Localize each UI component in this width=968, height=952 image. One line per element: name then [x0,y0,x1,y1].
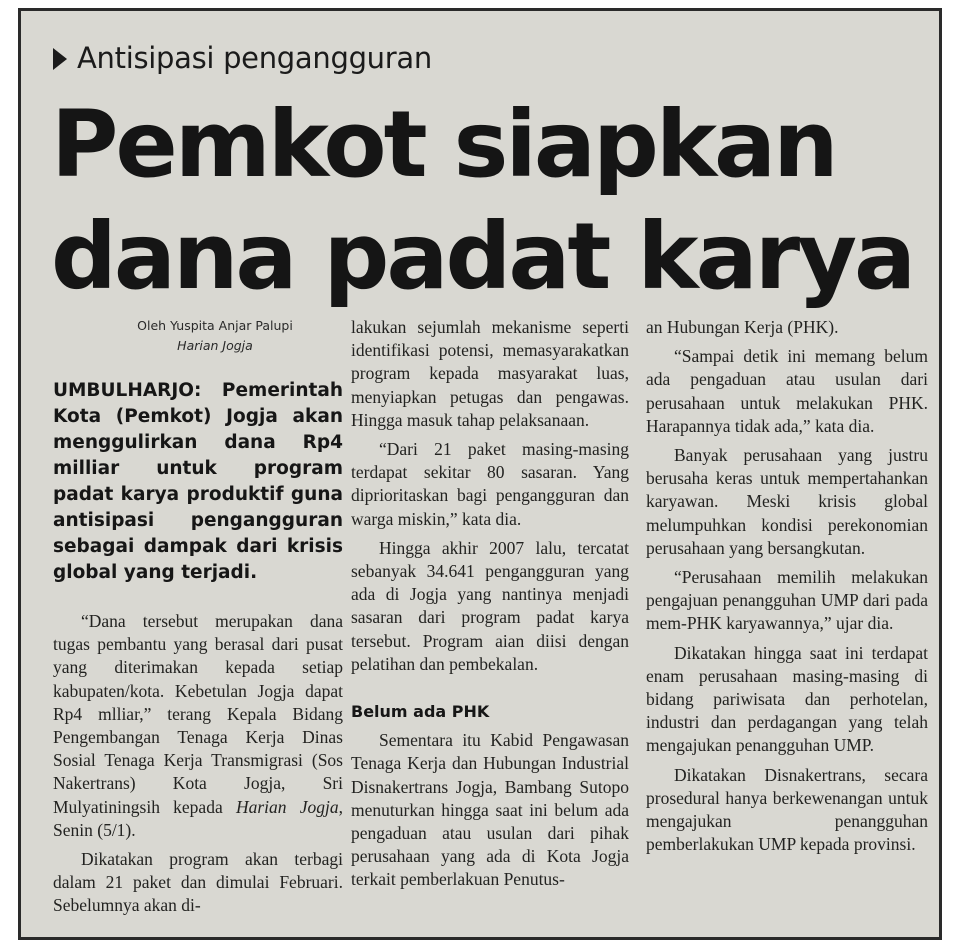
byline-publication: Harian Jogja [177,338,253,353]
paragraph: “Sampai detik ini memang belum ada pengaduan atau usulan dari perusahaan untuk melakukan PHK. Harapannya tidak ada,” kata dia. [646,346,928,436]
article-kicker [53,41,432,75]
section-subhead: Belum ada PHK [351,702,490,722]
byline [53,316,343,356]
paragraph-text: “Dana tersebut merupakan dana tugas pembantu yang berasal dari pusat yang diterimakan kepada setiap kabupaten/kota. Kebetulan Jogja dapat Rp4 mlliar,” terang Kepala Bidang Pengembangan Tenaga Kerja Dinas Sosial Tenaga Kerja Transmigrasi (Sos Nakertrans) Kota Jogja, Sri Mulyatiningsih kepada [53,611,343,817]
kicker-text: Antisipasi pengangguran [77,41,432,75]
article-lead: UMBULHARJO: Pemerintah Kota (Pemkot) Jogja akan menggulirkan dana Rp4 milliar untuk program padat karya produktif guna antisipasi pengangguran sebagai dampak dari krisis global yang terjadi. [53,380,343,583]
paragraph: Banyak perusahaan yang justru berusaha keras untuk mempertahankan karyawan. Meski krisis global melumpuhkan kondisi perekonomian perusahaan yang bersangkutan. [646,445,928,558]
column-3 [646,316,928,856]
paragraph: Hingga akhir 2007 lalu, tercatat sebanyak 34.641 pengangguran yang ada di Jogja yang nantinya menjadi sasaran dari program padat karya tersebut. Program aian diisi dengan pelatihan dan pembekalan. [351,537,629,674]
triangle-bullet-icon [53,48,67,70]
publication-name: Harian Jogja [235,796,339,817]
paragraph: Dikatakan hingga saat ini terdapat enam perusahaan masing-masing di bidang pariwisata dan perhotelan, industri dan perdagangan yang telah mengajukan penangguhan UMP. [646,642,928,756]
article-headline: Pemkot siapkan dana padat karya [51,91,914,310]
paragraph: “Dari 21 paket masing-masing terdapat sekitar 80 sasaran. Yang diprioritaskan bagi pengangguran dan warga miskin,” kata dia. [351,439,629,529]
paragraph: “Perusahaan memilih melakukan pengajuan penangguhan UMP dari pada mem-PHK karyawannya,” ujar dia. [646,567,928,634]
newspaper-clipping [18,8,942,940]
paragraph: Sementara itu Kabid Pengawasan Tenaga Kerja dan Hubungan Industrial Disnakertrans Jogja, Bambang Sutopo menuturkan hingga saat ini belum ada pengaduan atau usulan dari pihak perusahaan yang ada di Kota Jogja terkait pemberlakuan Penutus- [351,730,629,890]
column-2 [351,316,629,892]
paragraph: Dikatakan program akan terbagi dalam 21 paket dan dimulai Februari. Sebelumnya akan di- [53,849,343,916]
paragraph-text: , Senin (5/1). [53,796,343,840]
byline-author: Oleh Yuspita Anjar Palupi [137,318,293,333]
column-1 [53,316,343,918]
paragraph [53,610,343,842]
paragraph: Dikatakan Disnakertrans, secara prosedural hanya berkewenangan untuk mengajukan penangguhan pemberlakukan UMP kepada provinsi. [646,764,928,855]
paragraph: an Hubungan Kerja (PHK). [646,317,839,337]
paragraph: lakukan sejumlah mekanisme seperti identifikasi potensi, memasyarakatkan program kepada masyarakat luas, menyiapkan petugas dan pengawas. Hingga masuk tahap pelaksanaan. [351,317,629,430]
